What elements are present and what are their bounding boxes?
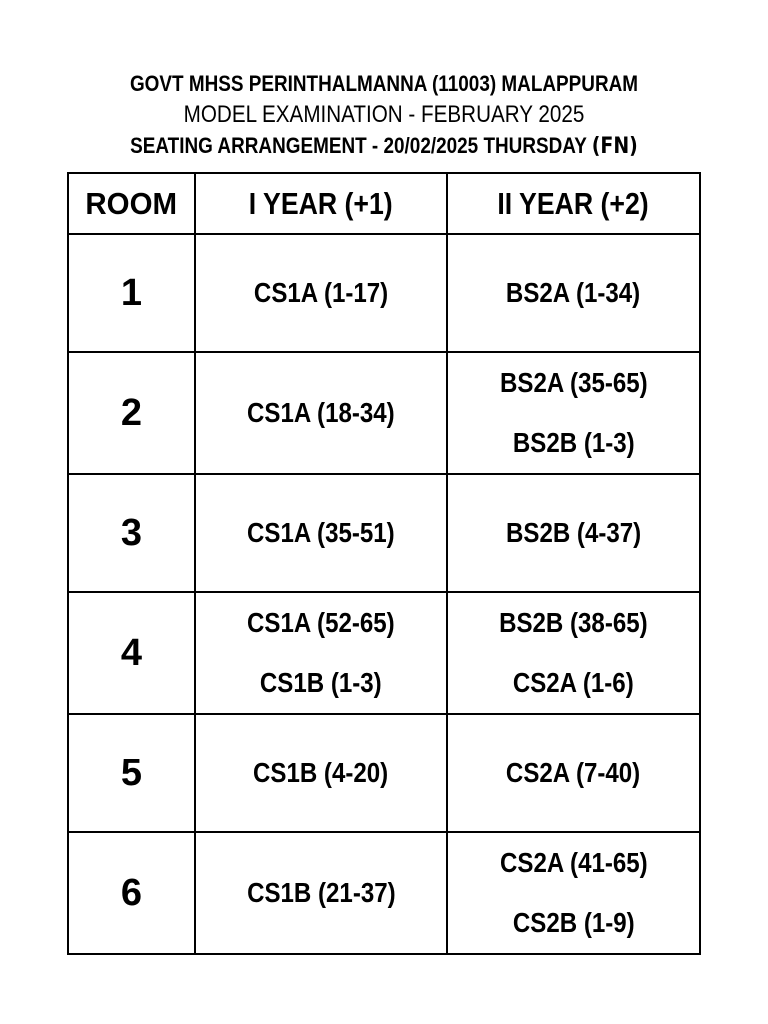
school-name: GOVT MHSS PERINTHALMANNA (11003) MALAPPURAM	[129, 71, 639, 96]
room-number: 2	[68, 352, 195, 474]
first-year-allocation: CS1B (1-3)	[260, 667, 382, 698]
first-year-allocation: CS1A (52-65)	[247, 607, 395, 638]
column-header-room: ROOM	[68, 173, 195, 234]
second-year-allocation-cell	[447, 714, 700, 832]
room-number: 1	[68, 234, 195, 352]
column-header-first-year: I YEAR (+1)	[195, 173, 447, 234]
table-header-row	[68, 173, 700, 234]
seating-table	[67, 172, 701, 955]
second-year-allocation-cell	[447, 592, 700, 714]
second-year-allocation-cell	[447, 234, 700, 352]
seating-date-text: SEATING ARRANGEMENT - 20/02/2025 THURSDAY	[130, 133, 587, 158]
second-year-allocation: BS2B (38-65)	[499, 607, 648, 638]
second-year-allocation: BS2B (4-37)	[505, 517, 642, 548]
table-row	[68, 474, 700, 592]
first-year-allocation-cell	[195, 234, 447, 352]
first-year-allocation-cell	[195, 474, 447, 592]
first-year-allocation-cell	[195, 352, 447, 474]
column-header-second-year: II YEAR (+2)	[447, 173, 700, 234]
first-year-allocation-cell	[195, 714, 447, 832]
second-year-allocation-cell	[447, 352, 700, 474]
first-year-allocation-cell	[195, 592, 447, 714]
table-row	[68, 714, 700, 832]
second-year-allocation: BS2A (1-34)	[506, 277, 641, 308]
document-header	[0, 68, 768, 163]
table-row	[68, 234, 700, 352]
room-number: 6	[68, 832, 195, 954]
second-year-allocation: CS2A (1-6)	[513, 667, 634, 698]
second-year-allocation: CS2B (1-9)	[512, 907, 635, 938]
second-year-allocation: BS2A (35-65)	[499, 367, 648, 398]
room-number: 4	[68, 592, 195, 714]
second-year-allocation: CS2A (41-65)	[499, 847, 648, 878]
table-row	[68, 352, 700, 474]
seating-title	[54, 130, 714, 163]
first-year-allocation: CS1B (4-20)	[253, 757, 389, 788]
table-row	[68, 592, 700, 714]
second-year-allocation-cell	[447, 832, 700, 954]
second-year-allocation-cell	[447, 474, 700, 592]
first-year-allocation: CS1A (18-34)	[247, 397, 395, 428]
first-year-allocation-cell	[195, 832, 447, 954]
first-year-allocation: CS1B (21-37)	[246, 877, 396, 908]
second-year-allocation: BS2B (1-3)	[512, 427, 635, 458]
second-year-allocation: CS2A (7-40)	[506, 757, 641, 788]
first-year-allocation: CS1A (1-17)	[253, 277, 389, 308]
table-row	[68, 832, 700, 954]
exam-title: MODEL EXAMINATION - FEBRUARY 2025	[183, 101, 585, 128]
room-number: 3	[68, 474, 195, 592]
session-label: (FN)	[591, 134, 638, 159]
first-year-allocation: CS1A (35-51)	[247, 517, 395, 548]
room-number: 5	[68, 714, 195, 832]
